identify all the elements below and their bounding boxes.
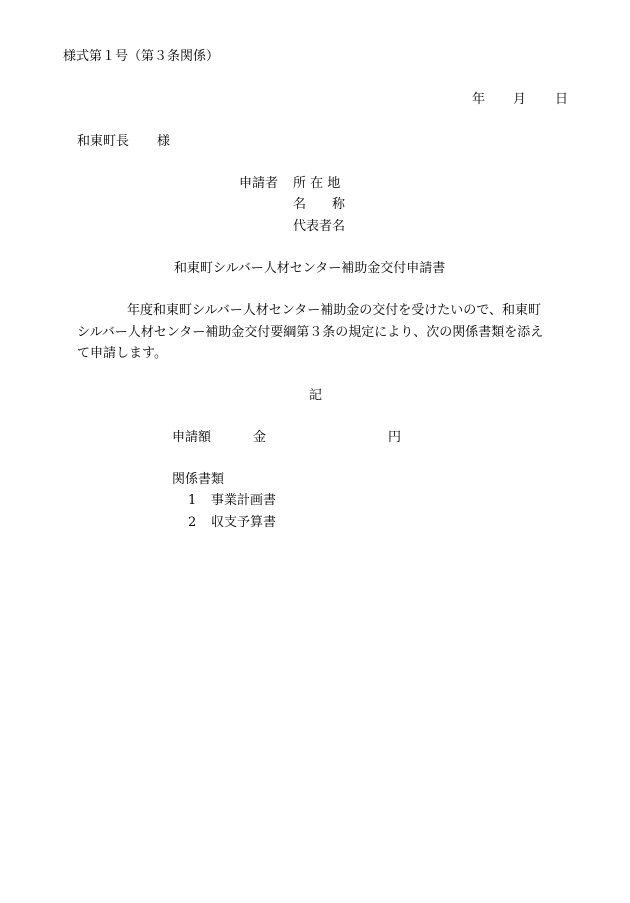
date-year-label: 年 [472, 92, 486, 107]
applicant-name-label: 名 称 [293, 197, 346, 212]
applicant-label: 申請者 [239, 176, 279, 191]
form-number-label: 様式第１号（第３条関係） [63, 49, 220, 64]
document-item-number: 2 [188, 515, 197, 530]
body-text-line-3: て申請します。 [77, 346, 167, 361]
body-text-line-2: シルバー人材センター補助金交付要綱第３条の規定により、次の関係書類を添え [77, 325, 544, 340]
body-text-line-1: 年度和東町シルバー人材センター補助金の交付を受けたいので、和東町 [127, 303, 541, 318]
addressee-honorific: 様 [157, 134, 171, 149]
document-item-text: 収支予算書 [211, 515, 277, 530]
document-item-number: 1 [188, 493, 197, 508]
applicant-representative-label: 代表者名 [293, 219, 346, 234]
amount-yen-label: 円 [388, 430, 402, 445]
document-title: 和東町シルバー人材センター補助金交付申請書 [174, 261, 446, 276]
amount-label: 申請額 [172, 430, 212, 445]
addressee-name: 和東町長 [77, 134, 130, 149]
date-month-label: 月 [513, 92, 527, 107]
related-documents-label: 関係書類 [172, 472, 225, 487]
document-item-text: 事業計画書 [211, 493, 277, 508]
date-row [0, 92, 630, 108]
amount-kin-label: 金 [253, 430, 267, 445]
ki-heading: 記 [309, 388, 323, 403]
applicant-address-label: 所 在 地 [293, 176, 341, 191]
date-day-label: 日 [555, 92, 569, 107]
